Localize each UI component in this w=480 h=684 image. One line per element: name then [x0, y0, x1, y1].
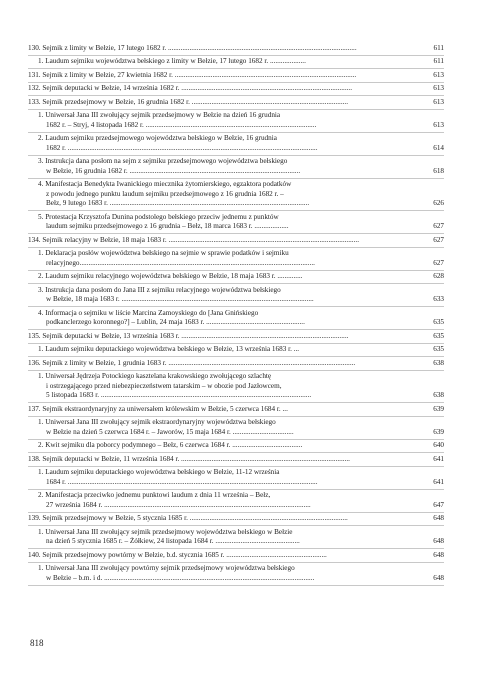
entry-title	[28, 332, 444, 342]
entry-title	[28, 405, 444, 415]
entry-title	[28, 84, 444, 94]
entry-title-line: i ostrzegającego przed niebezpieczeństwem tatarskim – w obozie pod Jazłowcem,	[46, 381, 282, 390]
toc-subentry	[28, 248, 444, 271]
entry-page-number: 613	[433, 84, 444, 92]
entry-title	[38, 111, 444, 130]
entry-title	[38, 309, 444, 328]
entry-page-number: 648	[433, 537, 444, 545]
entry-page-number: 648	[433, 573, 444, 582]
entry-title-line: 140. Sejmik przedsejmowy powtórny w Bełzie, b.d. stycznia 1685 r. ........................................................	[28, 550, 327, 559]
entry-title-line: 132. Sejmik deputacki w Bełzie, 14 września 1682 r. ...............................................................................................	[28, 84, 353, 92]
toc-subentry	[28, 271, 444, 285]
entry-title-line: 138. Sejmik deputacki w Bełzie, 11 września 1684 r. ..............................................................................................	[28, 454, 350, 463]
toc-entry	[28, 330, 444, 344]
entry-title-line: 1. Laudum sejmiku województwa bełskiego z limity w Bełzie, 17 lutego 1682 r. ....................	[38, 57, 306, 65]
entry-page-number: 639	[433, 404, 444, 413]
entry-page-number: 648	[433, 514, 444, 522]
entry-title	[28, 98, 444, 108]
entry-title-line: 2. Kwit sejmiku dla poborcy podymnego – Bełz, 6 czerwca 1684 r. .......................................	[38, 441, 303, 449]
entry-title-line: w Bełzie na dzień 5 czerwca 1684 r. – Jaworów, 15 maja 1684 r. ..................................	[46, 427, 294, 436]
entry-title-line: 5 listopada 1683 r. .....................................................................................................................	[46, 391, 312, 399]
entry-title-line: z powodu jednego punktu laudum sejmiku przedsejmowego z 16 grudnia 1682 r. –	[46, 189, 284, 198]
entry-title-line: 1. Uniwersał Jana III zwołujący sejmik przedsejmowy w Bełzie na dzień 16 grudnia	[38, 111, 281, 119]
entry-title	[28, 71, 444, 81]
entry-title-line: 131. Sejmik z limity w Bełzie, 27 kwietnia 1682 r. .....................................................................................................	[28, 70, 357, 79]
entry-page-number: 611	[433, 43, 444, 52]
entry-title	[38, 213, 444, 232]
entry-page-number: 613	[433, 70, 444, 79]
entry-title-line: 136. Sejmik z limity w Bełzie, 1 grudnia 1683 r. ........................................................................................................	[28, 358, 356, 367]
entry-page-number: 648	[433, 550, 444, 559]
entry-page-number: 638	[433, 391, 444, 399]
entry-title-line: 1. Laudum sejmiku deputackiego województwa bełskiego w Bełzie, 13 września 1683 r. ...	[38, 345, 300, 353]
toc-entry	[28, 83, 444, 97]
toc-subentry	[28, 133, 444, 156]
entry-title	[38, 372, 444, 401]
toc-subentry	[28, 211, 444, 234]
entry-title-line: 2. Laudum sejmiku przedsejmowego województwa bełskiego w Bełzie, 16 grudnia	[38, 134, 277, 142]
entry-title-line: 1. Uniwersał Jędrzeja Potockiego kasztelana krakowskiego zwołującego szlachtę	[38, 372, 272, 380]
entry-title-line: 4. Informacja o sejmiku w liście Marcina Zamoyskiego do [Jana Gnińskiego	[38, 308, 259, 317]
entry-page-number: 618	[433, 166, 444, 175]
toc-subentry	[28, 467, 444, 490]
entry-title-line: na dzień 5 stycznia 1685 r. – Żółkiew, 24 listopada 1684 r. ...............................................	[46, 537, 300, 545]
entry-title-line: 139. Sejmik przedsejmowy w Bełzie, 5 stycznia 1685 r. ........................................................................................	[28, 514, 348, 522]
entry-title	[28, 359, 444, 369]
toc-subentry	[28, 344, 444, 358]
entry-title-line: w Bełzie, 18 maja 1683 r. ...........................................................................................................	[46, 295, 314, 303]
entry-page-number: 635	[433, 331, 444, 340]
entry-title-line: 1. Uniwersał Jana III zwołujący powtórny sejmik przedsejmowy województwa bełskiego	[38, 564, 295, 572]
entry-title-line: w Bełzie, 16 grudnia 1682 r. ...............................................................................................	[46, 166, 301, 175]
toc-entry	[28, 403, 444, 417]
entry-title-line: 133. Sejmik przedsejmowy w Bełzie, 16 grudnia 1682 r. .......................................................................................	[28, 97, 349, 106]
toc-entry	[28, 549, 444, 563]
entry-title-line: 3. Instrukcja dana posłom na sejm z sejmiku przedsejmowego województwa bełskiego	[38, 157, 288, 165]
entry-title-line: 135. Sejmik deputacki w Bełzie, 13 września 1683 r. .............................................................................................	[28, 331, 349, 340]
entry-title	[38, 468, 444, 487]
entry-title-line: 2. Laudum sejmiku relacyjnego województwa bełskiego w Bełzie, 18 maja 1683 r. ..............	[38, 272, 303, 280]
entry-title-line: laudum sejmiku przedsejmowego z 16 grudnia – Bełz, 18 marca 1683 r. ...................	[46, 222, 289, 230]
entry-title	[38, 286, 444, 305]
entry-title-line: 3. Instrukcja dana posłom do Jana III z sejmiku relacyjnego województwa bełskiego	[38, 285, 281, 294]
entry-page-number: 638	[433, 358, 444, 367]
entry-title	[38, 418, 444, 437]
entry-title	[28, 514, 444, 524]
entry-title-line: 1. Uniwersał Jana III zwołujący sejmik przedsejmowy województwa bełskiego w Bełzie	[38, 527, 293, 536]
entry-title	[38, 134, 444, 153]
entry-page-number: 640	[433, 441, 444, 449]
entry-title	[38, 491, 444, 510]
entry-title-line: 1. Deklaracja posłów województwa bełskiego na sejmie w sprawie podatków i sejmiku	[38, 249, 289, 257]
entry-title	[28, 551, 444, 561]
entry-title-line: 1682 r. – Stryj, 4 listopada 1682 r. ...............................................................................................	[46, 120, 317, 129]
entry-title-line: podkanclerzego koronnego?] – Lublin, 24 maja 1683 r. .......................................................	[46, 318, 305, 326]
entry-title	[38, 249, 444, 268]
entry-title	[38, 564, 444, 583]
entry-title-line: 1. Uniwersał Jana III zwołujący sejmik ekstraordynaryjny województwa bełskiego	[38, 418, 276, 426]
toc-entry	[28, 513, 444, 527]
table-of-contents	[28, 42, 444, 586]
toc-subentry	[28, 110, 444, 133]
entry-page-number: 627	[433, 222, 444, 230]
entry-page-number: 611	[433, 57, 444, 65]
toc-subentry	[28, 563, 444, 586]
entry-title-line: 1682 r. ...........................................................................................................................................	[46, 143, 318, 152]
entry-title	[28, 455, 444, 465]
entry-page-number: 639	[433, 427, 444, 436]
entry-page-number: 613	[433, 120, 444, 129]
toc-entry	[28, 234, 444, 248]
entry-page-number: 613	[433, 97, 444, 106]
entry-page-number: 647	[433, 500, 444, 509]
entry-title	[38, 345, 444, 355]
entry-page-number: 633	[433, 295, 444, 303]
toc-entry	[28, 96, 444, 110]
entry-title	[38, 57, 444, 67]
entry-title	[38, 528, 444, 547]
toc-subentry	[28, 440, 444, 454]
entry-title-line: w Bełzie – b.m. i d. .....................................................................................................................	[46, 573, 315, 582]
toc-subentry	[28, 156, 444, 179]
entry-page-number: 614	[433, 143, 444, 152]
toc-subentry	[28, 417, 444, 440]
entry-title	[38, 272, 444, 282]
toc-subentry	[28, 307, 444, 330]
entry-page-number: 635	[433, 345, 444, 353]
toc-subentry	[28, 490, 444, 513]
entry-title-line: 4. Manifestacja Benedykta Iwanickiego miecznika żytomierskiego, egzaktora podatków	[38, 180, 292, 188]
toc-subentry	[28, 526, 444, 549]
entry-title-line: 134. Sejmik relacyjny w Bełzie, 18 maja 1683 r. ..........................................................................................................	[28, 235, 359, 244]
entry-title-line: 2. Manifestacja przeciwko jednemu punktowi laudum z dnia 11 września – Bełz,	[38, 491, 271, 499]
entry-title-line: 27 września 1684 r. ...................................................................................................................	[46, 500, 311, 509]
entry-title-line: 5. Protestacja Krzysztofa Dunina podstolego bełskiego przeciw jednemu z punktów	[38, 212, 279, 221]
entry-title-line: relacyjnego...................................................................................................................................	[46, 258, 315, 267]
toc-subentry	[28, 371, 444, 404]
entry-page-number: 641	[433, 454, 444, 463]
toc-subentry	[28, 56, 444, 70]
entry-title	[38, 157, 444, 176]
entry-title-line: 130. Sejmik z limity w Bełzie, 17 lutego 1682 r. .........................................................................................................	[28, 43, 357, 52]
entry-page-number: 626	[433, 199, 444, 207]
toc-entry	[28, 453, 444, 467]
entry-title	[28, 44, 444, 54]
entry-page-number: 627	[433, 235, 444, 244]
entry-page-number: 635	[433, 318, 444, 326]
entry-title-line: 1. Laudum sejmiku deputackiego województwa bełskiego w Bełzie, 11-12 września	[38, 468, 280, 476]
entry-page-number: 627	[433, 258, 444, 267]
toc-entry	[28, 42, 444, 56]
entry-page-number: 628	[433, 272, 444, 280]
entry-title	[38, 180, 444, 209]
entry-title-line: Bełz, 9 lutego 1683 r. ...............................................................................................................	[46, 199, 310, 207]
entry-title-line: 1684 r. ...........................................................................................................................................	[46, 477, 318, 486]
toc-subentry	[28, 284, 444, 307]
toc-entry	[28, 357, 444, 371]
entry-title-line: 137. Sejmik ekstraordynaryjny za uniwersałem królewskim w Bełzie, 5 czerwca 1684 r. ...	[28, 404, 288, 413]
toc-subentry	[28, 179, 444, 212]
entry-page-number: 641	[433, 477, 444, 486]
toc-entry	[28, 69, 444, 83]
entry-title	[38, 441, 444, 451]
entry-title	[28, 236, 444, 246]
page-number: 818	[30, 638, 44, 648]
